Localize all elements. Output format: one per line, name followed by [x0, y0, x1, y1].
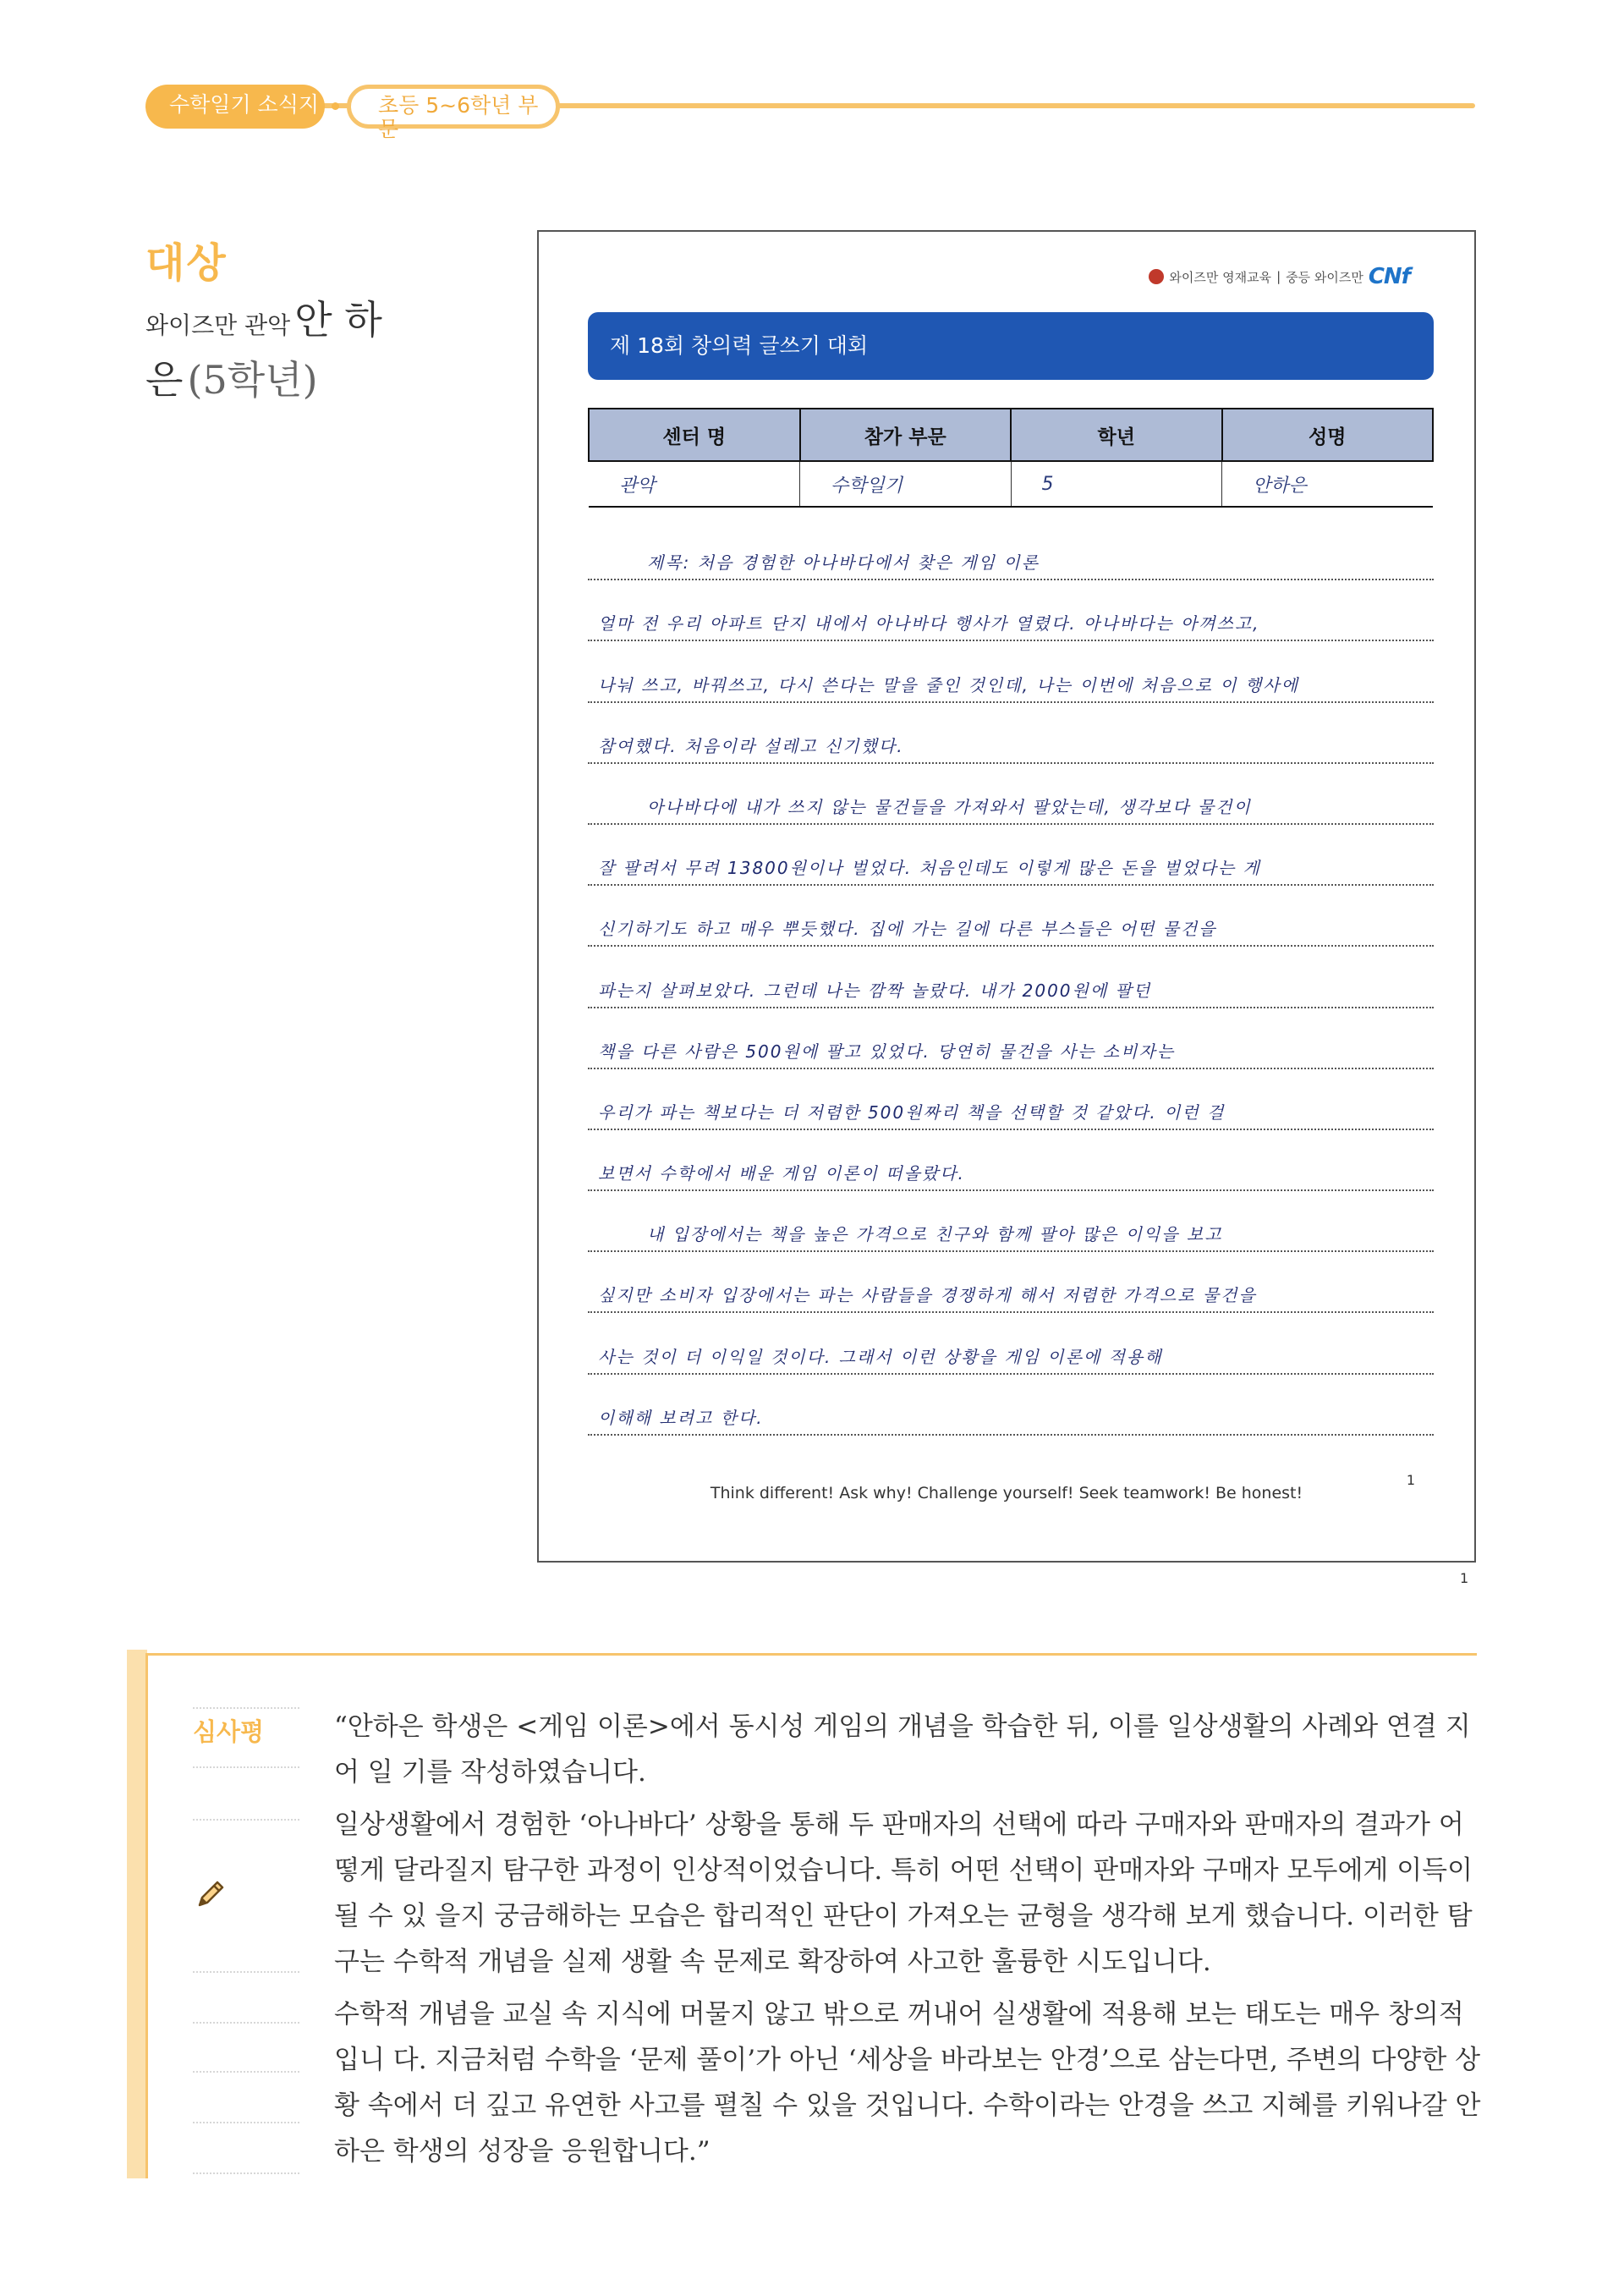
diary-line-text: 참여했다. 처음이라 설레고 신기했다.	[598, 735, 904, 756]
header-dot	[332, 102, 339, 110]
diary-line-text: 얼마 전 우리 아파트 단지 내에서 아나바다 행사가 열렸다. 아나바다는 아껴쓰고,	[598, 613, 1260, 634]
sheet-page-number: 1	[1406, 1472, 1415, 1488]
contest-motto: Think different! Ask why! Challenge yourself! Seek teamwork! Be honest!	[710, 1484, 1303, 1502]
diary-line-text: 파는지 살펴보았다. 그런데 나는 깜짝 놀랐다. 내가 2000원에 팔던	[598, 980, 1152, 1001]
diary-line	[588, 580, 1434, 641]
contest-banner: 제 18회 창의력 글쓰기 대회	[588, 312, 1434, 380]
diary-line-text: 아나바다에 내가 쓰지 않는 물건들을 가져와서 팔았는데, 생각보다 물건이	[647, 796, 1252, 817]
logo-left-text: 와이즈만 영재교육	[1169, 269, 1272, 285]
table-header-row	[589, 409, 1433, 461]
table-cell: 수학일기	[800, 461, 1012, 507]
diary-line	[588, 641, 1434, 702]
award-title: 대상	[145, 239, 228, 287]
diary-line-text: 싶지만 소비자 입장에서는 파는 사람들을 경쟁하게 해서 저렴한 가격으로 물건을	[598, 1285, 1257, 1306]
diary-line-text: 나눠 쓰고, 바꿔쓰고, 다시 쓴다는 말을 줄인 것인데, 나는 이번에 처음으로 이 행사에	[598, 674, 1299, 695]
logo-mid-text: 중등 와이즈만	[1286, 269, 1363, 285]
cnf-logo: CNf	[1368, 264, 1410, 289]
table-header: 센터 명	[589, 409, 800, 461]
award-student: 안 하 은	[145, 297, 382, 403]
review-dotted-rule	[193, 1707, 299, 1709]
review-top-rule	[145, 1653, 1477, 1656]
review-side-band	[127, 1650, 147, 2178]
wiseman-logo-icon	[1149, 269, 1164, 284]
category-pill: 수학일기 소식지	[145, 85, 325, 129]
diary-line	[588, 947, 1434, 1008]
review-dotted-rule	[193, 1766, 299, 1768]
review-dotted-rule	[193, 2122, 299, 2123]
diary-line-text: 내 입장에서는 책을 높은 가격으로 친구와 함께 팔아 많은 이익을 보고	[647, 1224, 1223, 1245]
review-label: 심사평	[193, 1717, 265, 1746]
diary-line	[588, 1130, 1434, 1191]
diary-line-text: 책을 다른 사람은 500원에 팔고 있었다. 당연히 물건을 사는 소비자는	[598, 1041, 1176, 1062]
table-cell: 관악	[589, 461, 800, 507]
diary-line	[588, 1008, 1434, 1069]
diary-line	[588, 1252, 1434, 1313]
diary-line-text: 잘 팔려서 무려 13800원이나 벌었다. 처음인데도 이렇게 많은 돈을 벌었다는 게	[598, 858, 1261, 879]
review-paragraph: 수학적 개념을 교실 속 지식에 머물지 않고 밖으로 꺼내어 실생활에 적용해 보는 태도는 매우 창의적입니 다. 지금처럼 수학을 ‘문제 풀이’가 아닌 ‘세상을 바라보는 안경’으로 삼는다면, 주변의 다양한 상황 속에서 더 깊고 유연한 사고를 펼칠 수 있을 것입니다. 수학이라는 안경을 쓰고 지혜를 키워나갈 안하은 학생의 성장을 응원합니다.”	[334, 1999, 1481, 2167]
review-dotted-rule	[193, 2172, 299, 2174]
review-dotted-rule	[193, 1971, 299, 1973]
review-dotted-rule	[193, 2071, 299, 2073]
sheet-logo	[1149, 264, 1410, 289]
diary-line-text: 신기하기도 하고 매우 뿌듯했다. 집에 가는 길에 다른 부스들은 어떤 물건을	[598, 919, 1217, 940]
review-dotted-rule	[193, 1819, 299, 1821]
table-row	[589, 461, 1433, 507]
diary-line-text: 보면서 수학에서 배운 게임 이론이 떠올랐다.	[598, 1163, 965, 1184]
division-pill: 초등 5~6학년 부문	[347, 85, 560, 129]
diary-sheet	[537, 230, 1476, 1563]
page-number: 1	[1460, 1570, 1469, 1586]
review-dotted-rule	[193, 2022, 299, 2024]
diary-line	[588, 764, 1434, 825]
diary-line-text: 사는 것이 더 이익일 것이다. 그래서 이런 상황을 게임 이론에 적용해	[598, 1346, 1163, 1367]
review-left-rule	[145, 1656, 148, 2178]
logo-separator: |	[1276, 269, 1281, 284]
diary-line	[588, 1069, 1434, 1130]
diary-line	[588, 1313, 1434, 1374]
review-body	[334, 1704, 1484, 2181]
table-header: 학년	[1011, 409, 1222, 461]
table-cell: 5	[1011, 461, 1222, 507]
diary-line	[588, 825, 1434, 886]
entry-info-table	[588, 408, 1434, 508]
diary-line	[588, 703, 1434, 764]
diary-line	[588, 886, 1434, 947]
diary-line	[588, 1191, 1434, 1252]
diary-line	[588, 1375, 1434, 1436]
review-paragraph: 일상생활에서 경험한 ‘아나바다’ 상황을 통해 두 판매자의 선택에 따라 구매자와 판매자의 결과가 어떻게 달라질지 탐구한 과정이 인상적이었습니다. 특히 어떤 선택이 판매자와 구매자 모두에게 이득이 될 수 있 을지 궁금해하는 모습은 합리적인 판단이 가져오는 균형을 생각해 보게 했습니다. 이러한 탐구는 수학적 개념을 실제 생활 속 문제로 확장하여 사고한 훌륭한 시도입니다.	[334, 1810, 1473, 1977]
award-center: 와이즈만 관악	[145, 311, 291, 339]
table-cell: 안하은	[1222, 461, 1434, 507]
handwritten-diary	[588, 519, 1434, 1436]
diary-line-text: 제목: 처음 경험한 아나바다에서 찾은 게임 이론	[647, 552, 1040, 574]
diary-line	[588, 519, 1434, 580]
table-header: 성명	[1222, 409, 1434, 461]
award-grade: (5학년)	[187, 357, 318, 403]
pencil-icon	[191, 1876, 228, 1917]
table-header: 참가 부문	[800, 409, 1012, 461]
review-paragraph: “안하은 학생은 <게임 이론>에서 동시성 게임의 개념을 학습한 뒤, 이를 일상생활의 사례와 연결 지어 일 기를 작성하였습니다.	[334, 1711, 1471, 1788]
diary-line-text: 이해해 보려고 한다.	[598, 1407, 764, 1428]
award-recipient	[145, 294, 416, 415]
diary-line-text: 우리가 파는 책보다는 더 저렴한 500원짜리 책을 선택할 것 같았다. 이런 걸	[598, 1101, 1226, 1123]
